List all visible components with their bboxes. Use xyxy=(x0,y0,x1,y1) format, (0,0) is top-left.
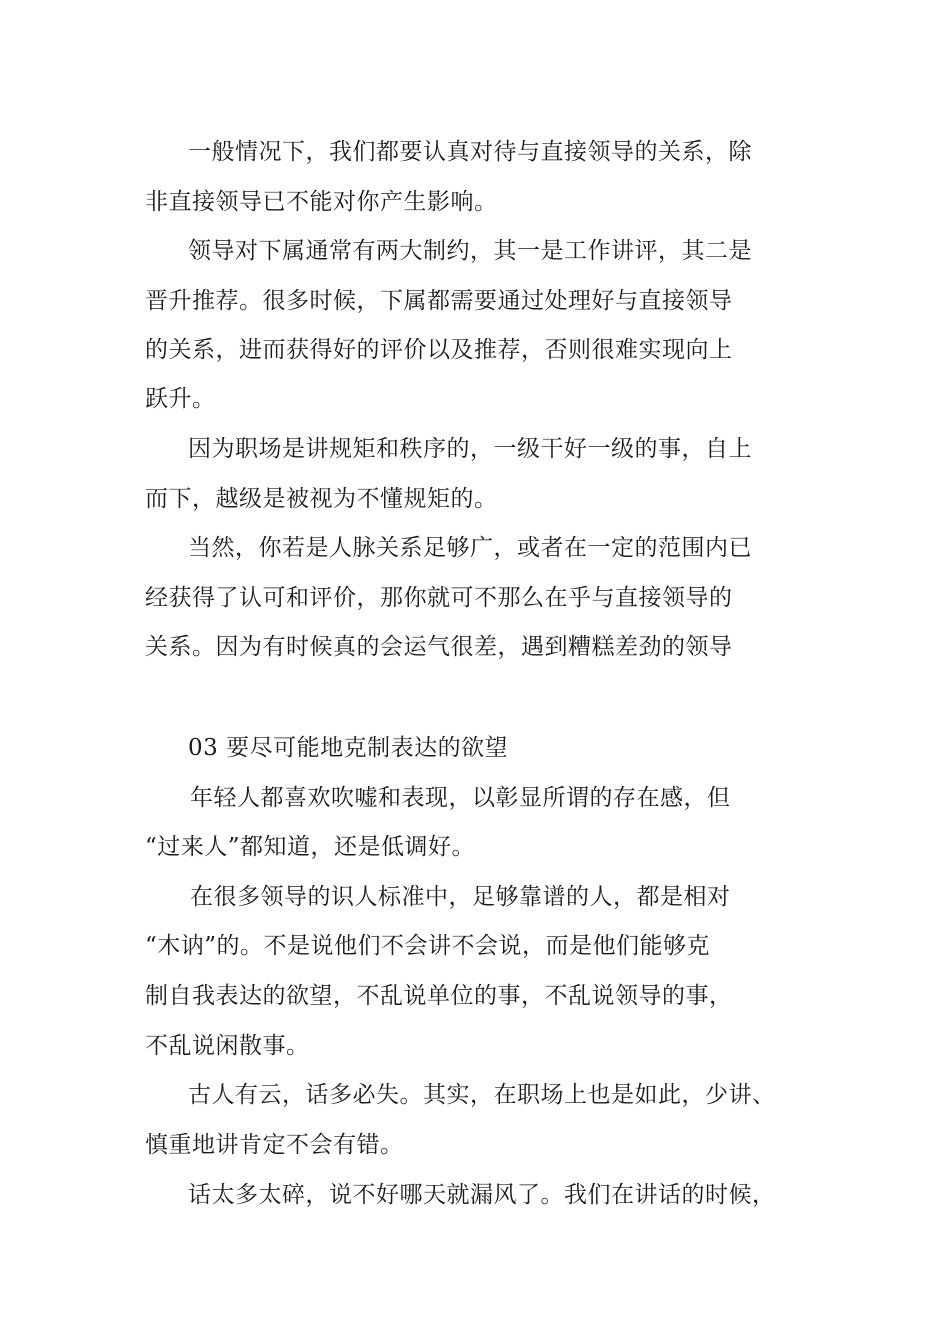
paragraph-5-line-1: 年轻人都喜欢吹嘘和表现，以彰显所谓的存在感，但 xyxy=(190,785,731,811)
paragraph-8-line-1: 话太多太碎，说不好哪天就漏风了。我们在讲话的时候， xyxy=(188,1182,776,1208)
paragraph-3-line-2: 而下，越级是被视为不懂规矩的。 xyxy=(145,486,498,512)
paragraph-4-line-1: 当然，你若是人脉关系足够广，或者在一定的范围内已 xyxy=(188,535,752,561)
paragraph-1-line-2: 非直接领导已不能对你产生影响。 xyxy=(145,189,498,215)
paragraph-7-line-2: 慎重地讲肯定不会有错。 xyxy=(145,1132,404,1158)
paragraph-6-line-3: 制自我表达的欲望，不乱说单位的事，不乱说领导的事， xyxy=(145,983,733,1009)
paragraph-6-line-1: 在很多领导的识人标准中，足够靠谱的人，都是相对 xyxy=(190,884,731,910)
paragraph-2-line-3: 的关系，进而获得好的评价以及推荐，否则很难实现向上 xyxy=(145,337,733,363)
paragraph-4-line-2: 经获得了认可和评价，那你就可不那么在乎与直接领导的 xyxy=(145,585,733,611)
paragraph-3-line-1: 因为职场是讲规矩和秩序的，一级干好一级的事，自上 xyxy=(188,436,752,462)
paragraph-7-line-1: 古人有云，话多必失。其实，在职场上也是如此，少讲、 xyxy=(188,1082,776,1108)
section-heading: 03 要尽可能地克制表达的欲望 xyxy=(188,735,509,761)
paragraph-1-line-1: 一般情况下，我们都要认真对待与直接领导的关系，除 xyxy=(188,139,752,165)
paragraph-4-line-3: 关系。因为有时候真的会运气很差，遇到糟糕差劲的领导 xyxy=(145,634,733,660)
paragraph-2-line-2: 晋升推荐。很多时候，下属都需要通过处理好与直接领导 xyxy=(145,288,733,314)
paragraph-6-line-4: 不乱说闲散事。 xyxy=(145,1033,310,1059)
paragraph-6-line-2: “木讷”的。不是说他们不会讲不会说，而是他们能够克 xyxy=(145,933,711,959)
paragraph-5-line-2: “过来人”都知道，还是低调好。 xyxy=(145,834,476,860)
paragraph-2-line-1: 领导对下属通常有两大制约，其一是工作讲评，其二是 xyxy=(188,238,752,264)
paragraph-2-line-4: 跃升。 xyxy=(145,386,216,412)
